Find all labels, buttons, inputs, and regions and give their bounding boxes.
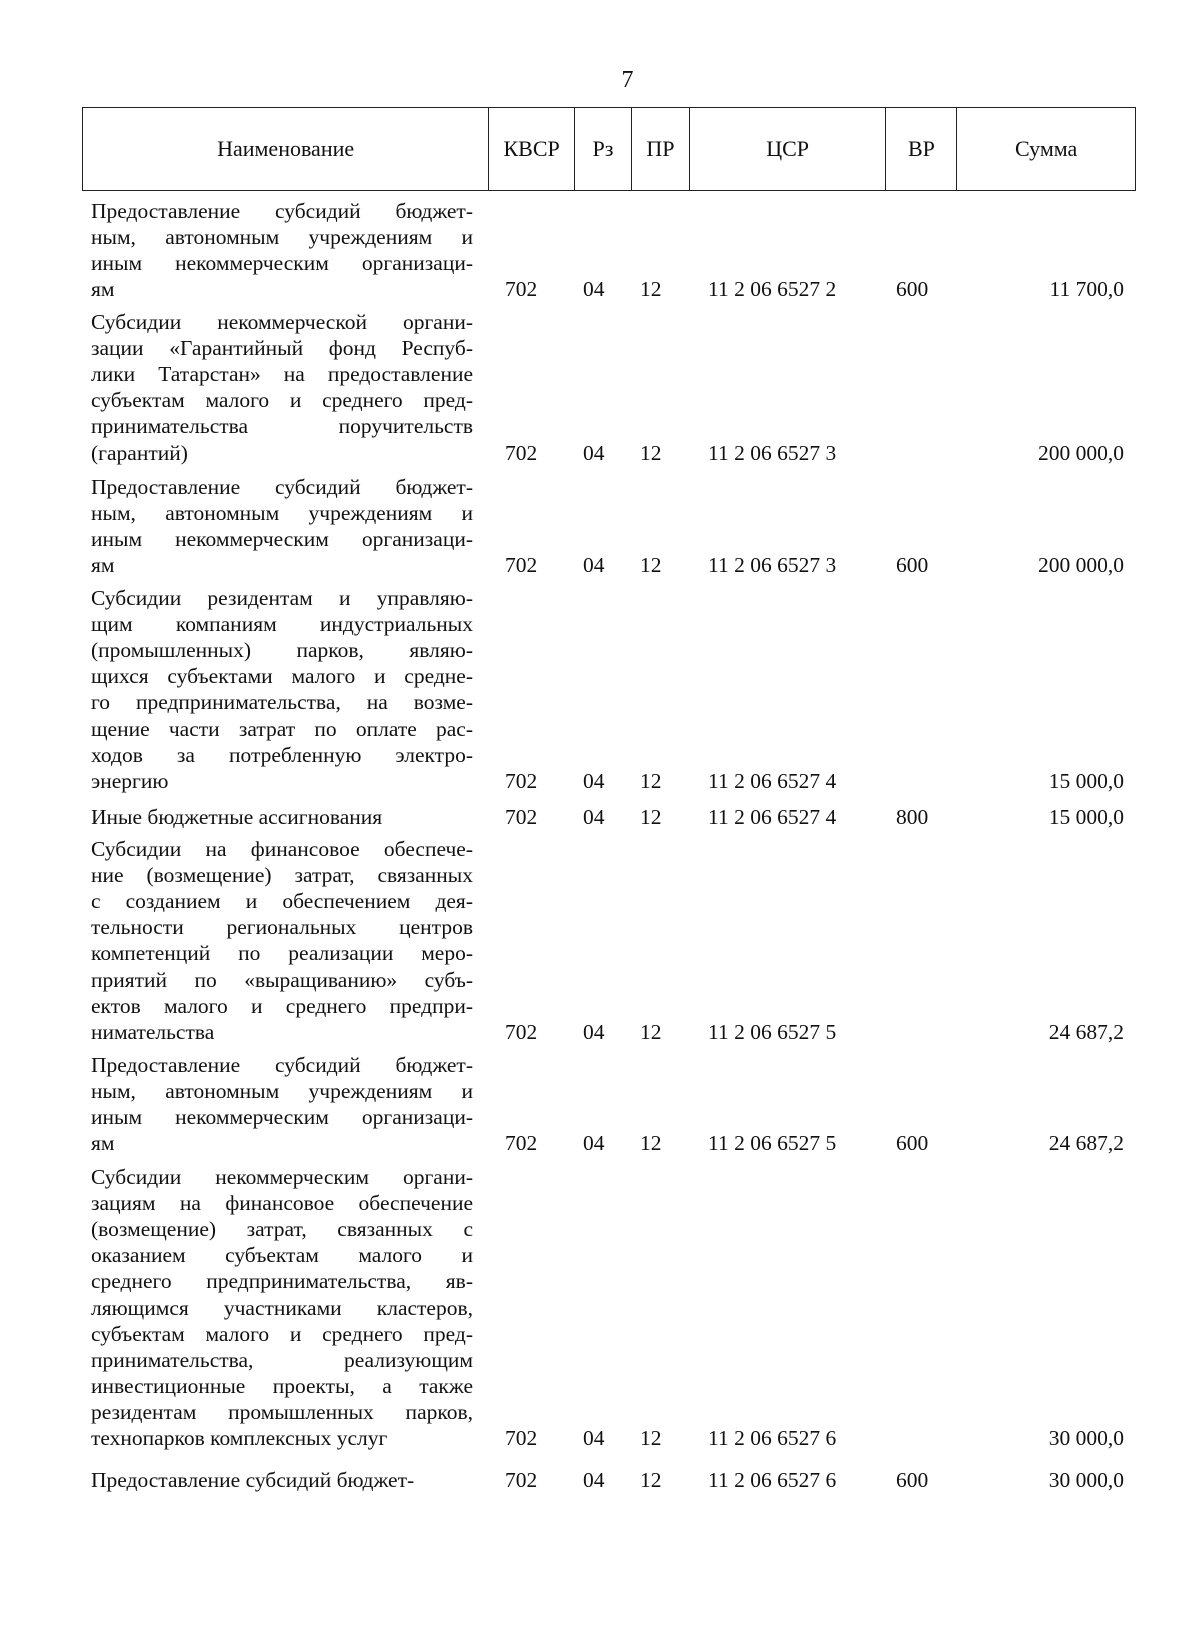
table-header xyxy=(82,107,1136,191)
row-name-line: ным, автономным учреждениям и xyxy=(91,501,473,526)
row-sum: 200 000,0 xyxy=(1038,440,1124,465)
row-name-line: ектов малого и среднего предпри- xyxy=(91,993,473,1018)
row-name-line: Иные бюджетные ассигнования xyxy=(91,805,383,829)
row-sum: 24 687,2 xyxy=(1048,1019,1124,1044)
row-kvsr: 702 xyxy=(505,1468,538,1492)
row-name-line: субъектам малого и среднего пред- xyxy=(91,1321,473,1346)
row-name-line: Предоставление субсидий бюджет- xyxy=(91,475,473,499)
row-kvsr: 702 xyxy=(505,768,538,793)
row-sum: 24 687,2 xyxy=(1048,1131,1124,1156)
row-pr: 12 xyxy=(640,768,662,793)
row-sum: 200 000,0 xyxy=(1038,553,1124,578)
row-name-line: среднего предпринимательства, яв- xyxy=(91,1269,473,1294)
row-name-line: резидентам промышленных парков, xyxy=(91,1399,473,1424)
row-kvsr: 702 xyxy=(505,1131,538,1156)
row-name-line: Субсидии некоммерческой органи- xyxy=(91,310,473,334)
row-name-line: (гарантий) xyxy=(91,440,188,465)
row-sum: 15 000,0 xyxy=(1048,805,1124,829)
row-csr: 11 2 06 6527 6 xyxy=(708,1426,837,1450)
row-kvsr: 702 xyxy=(505,805,538,829)
header-csr: ЦСР xyxy=(690,108,887,190)
row-name-line: лики Татарстан» на предоставление xyxy=(91,362,473,387)
row-csr: 11 2 06 6527 4 xyxy=(708,805,837,829)
row-rz: 04 xyxy=(583,440,605,465)
row-vr: 800 xyxy=(896,805,929,829)
row-vr: 600 xyxy=(896,553,929,578)
row-csr: 11 2 06 6527 4 xyxy=(708,768,837,793)
row-rz: 04 xyxy=(583,1426,605,1450)
row-csr: 11 2 06 6527 5 xyxy=(708,1131,837,1156)
row-rz: 04 xyxy=(583,277,605,302)
row-sum: 11 700,0 xyxy=(1049,277,1124,302)
row-name-line: Субсидии некоммерческим органи- xyxy=(91,1165,473,1189)
header-name: Наименование xyxy=(83,108,489,190)
row-name-line: щихся субъектами малого и средне- xyxy=(91,664,473,689)
row-name-line: компетенций по реализации меро- xyxy=(91,941,473,966)
row-name-line: го предпринимательства, на возме- xyxy=(91,690,473,715)
row-rz: 04 xyxy=(583,805,605,829)
header-kvsr: КВСР xyxy=(489,108,575,190)
row-name-line: иным некоммерческим организаци- xyxy=(91,251,473,276)
row-kvsr: 702 xyxy=(505,277,538,302)
row-kvsr: 702 xyxy=(505,1426,538,1450)
row-csr: 11 2 06 6527 5 xyxy=(708,1019,837,1044)
row-name-line: технопарков комплексных услуг xyxy=(91,1426,388,1450)
row-name-line: щим компаниям индустриальных xyxy=(91,612,473,637)
row-name-line: энергию xyxy=(91,768,169,793)
row-name-line: с созданием и обеспечением дея- xyxy=(91,889,473,914)
row-vr: 600 xyxy=(896,1131,929,1156)
row-name-line: тельности региональных центров xyxy=(91,915,473,940)
row-name-line: принимательства, реализующим xyxy=(91,1347,473,1372)
row-kvsr: 702 xyxy=(505,1019,538,1044)
row-csr: 11 2 06 6527 3 xyxy=(708,553,837,578)
row-name-line: ям xyxy=(91,553,115,578)
row-name-line: зациям на финансовое обеспечение xyxy=(91,1191,473,1216)
row-pr: 12 xyxy=(640,805,662,829)
row-name-line: Субсидии на финансовое обеспече- xyxy=(91,837,473,861)
row-rz: 04 xyxy=(583,553,605,578)
row-name-line: ным, автономным учреждениям и xyxy=(91,225,473,250)
row-rz: 04 xyxy=(583,768,605,793)
row-pr: 12 xyxy=(640,440,662,465)
row-name-line: ляющимся участниками кластеров, xyxy=(91,1295,473,1320)
row-kvsr: 702 xyxy=(505,553,538,578)
row-name-line: Предоставление субсидий бюджет- xyxy=(91,199,473,223)
row-csr: 11 2 06 6527 2 xyxy=(708,277,837,302)
row-name-line: иным некоммерческим организаци- xyxy=(91,1105,473,1130)
header-vr: ВР xyxy=(886,108,957,190)
header-rz: Рз xyxy=(575,108,632,190)
row-pr: 12 xyxy=(640,1468,662,1492)
row-rz: 04 xyxy=(583,1019,605,1044)
row-name-line: субъектам малого и среднего пред- xyxy=(91,388,473,413)
row-name-line: приятий по «выращиванию» субъ- xyxy=(91,967,473,992)
row-rz: 04 xyxy=(583,1131,605,1156)
header-pr: ПР xyxy=(632,108,690,190)
row-vr: 600 xyxy=(896,277,929,302)
row-name-line: Предоставление субсидий бюджет- xyxy=(91,1468,415,1492)
row-name-line: принимательства поручительств xyxy=(91,414,473,439)
row-csr: 11 2 06 6527 3 xyxy=(708,440,837,465)
row-name-line: зации «Гарантийный фонд Респуб- xyxy=(91,336,473,361)
row-vr: 600 xyxy=(896,1468,929,1492)
row-sum: 15 000,0 xyxy=(1048,768,1124,793)
row-name-line: ходов за потребленную электро- xyxy=(91,742,473,767)
page-number: 7 xyxy=(621,67,634,93)
row-name-line: ям xyxy=(91,277,115,302)
row-pr: 12 xyxy=(640,1426,662,1450)
row-name-line: (возмещение) затрат, связанных с xyxy=(91,1217,473,1242)
row-pr: 12 xyxy=(640,1131,662,1156)
row-name-line: Субсидии резидентам и управляю- xyxy=(91,586,473,610)
row-pr: 12 xyxy=(640,277,662,302)
row-pr: 12 xyxy=(640,553,662,578)
row-name-line: Предоставление субсидий бюджет- xyxy=(91,1053,473,1077)
row-sum: 30 000,0 xyxy=(1048,1468,1124,1492)
row-kvsr: 702 xyxy=(505,440,538,465)
row-name-line: ям xyxy=(91,1131,115,1156)
row-name-line: иным некоммерческим организаци- xyxy=(91,527,473,552)
row-name-line: ние (возмещение) затрат, связанных xyxy=(91,863,473,888)
row-csr: 11 2 06 6527 6 xyxy=(708,1468,837,1492)
row-name-line: нимательства xyxy=(91,1019,215,1044)
row-pr: 12 xyxy=(640,1019,662,1044)
row-sum: 30 000,0 xyxy=(1048,1426,1124,1450)
row-name-line: оказанием субъектам малого и xyxy=(91,1243,473,1268)
row-name-line: ным, автономным учреждениям и xyxy=(91,1079,473,1104)
row-name-line: (промышленных) парков, являю- xyxy=(91,638,473,663)
row-name-line: инвестиционные проекты, а также xyxy=(91,1373,473,1398)
row-rz: 04 xyxy=(583,1468,605,1492)
header-sum: Сумма xyxy=(1015,136,1078,161)
row-name-line: щение части затрат по оплате рас- xyxy=(91,716,473,741)
